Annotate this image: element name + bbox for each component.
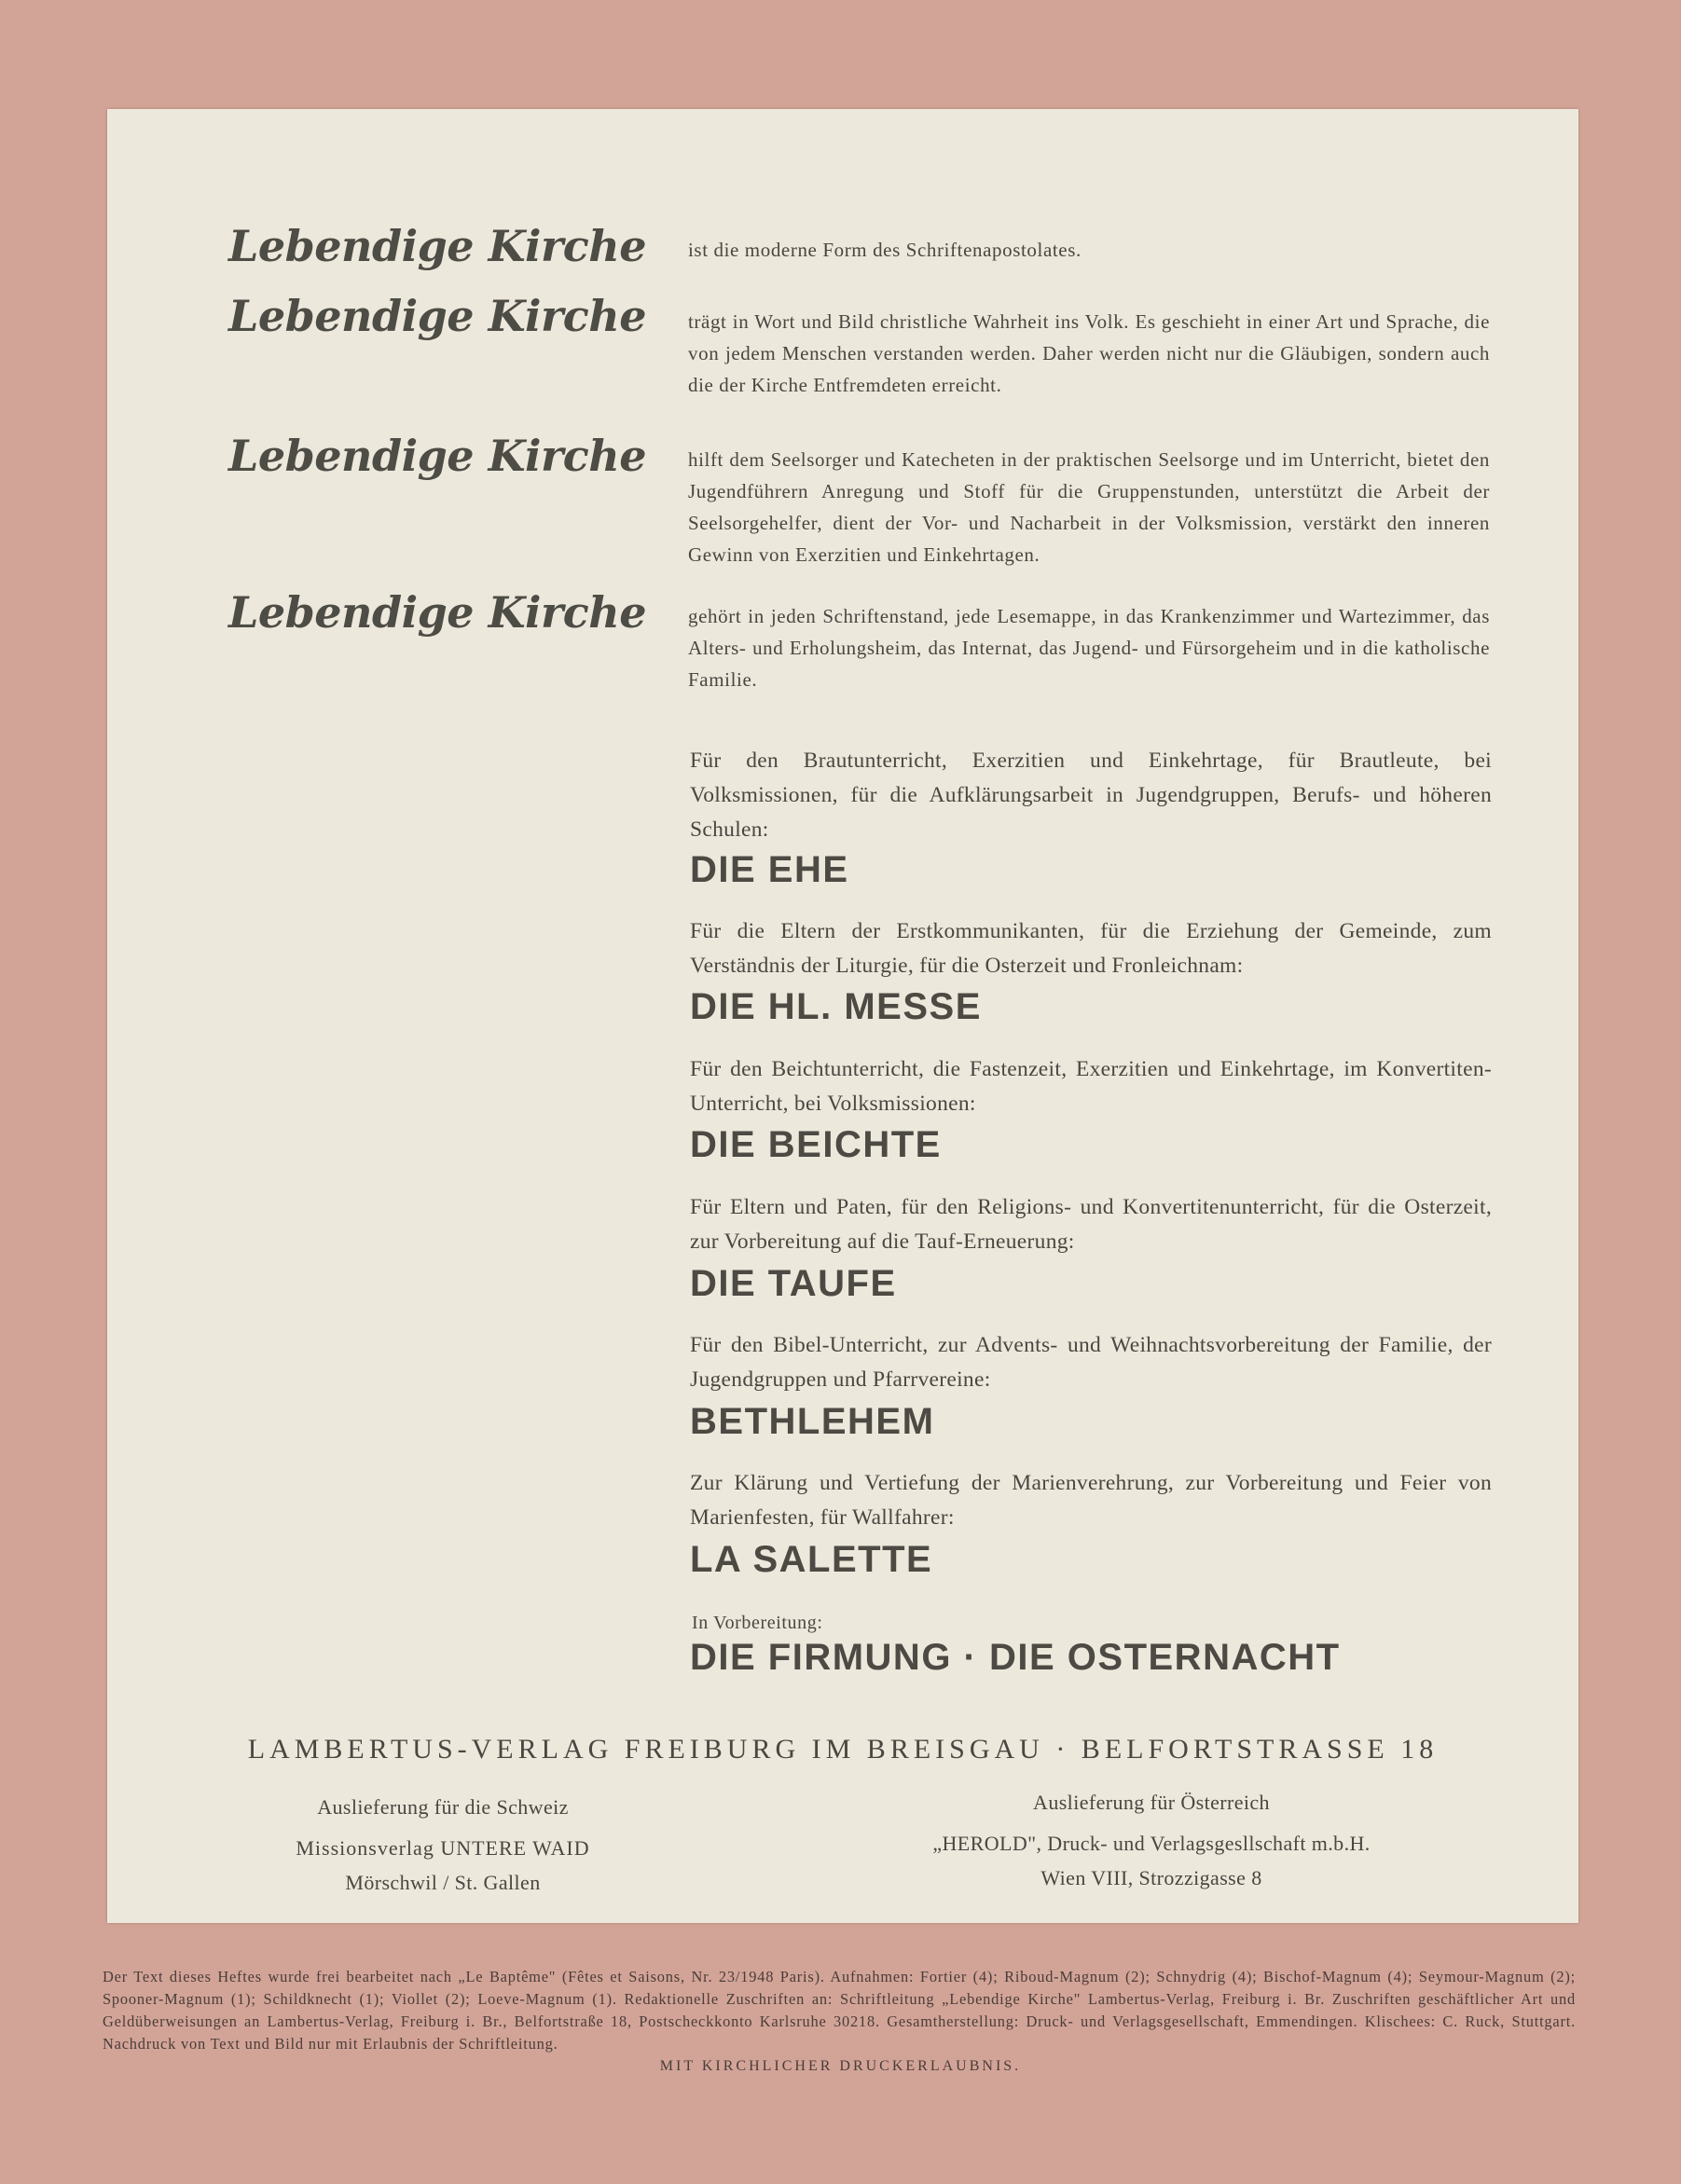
distribution-company: Missionsverlag UNTERE WAID	[296, 1836, 590, 1860]
footer-credits: Der Text dieses Heftes wurde frei bearbeitet nach „Le Baptême" (Fêtes et Saisons, Nr. 23/1948 Paris). Aufnahmen: Fortier (4); Riboud-Magnum (2); Schnydrig (4); Bischof-Magnum (4); Seymour-Magnum (2); Spooner-Magnum (1); Schildknecht (1); Viollet (2); Loeve-Magnum (1). Redaktionelle Zuschriften an: Schriftleitung „Lebendige Kirche" Lambertus-Verlag, Freiburg i. Br. Zuschriften geschäftlicher Art und Geldüberweisungen an Lambertus-Verlag, Freiburg i. Br., Belfortstraße 18, Postscheckkonto Karlsruhe 30218. Gesamtherstellung: Druck- und Verlagsgesellschaft, Emmendingen. Klischees: C. Ruck, Stuttgart. Nachdruck von Text und Bild nur mit Erlaubnis der Schriftleitung.	[103, 1968, 1576, 2053]
issue-description: Für den Brautunterricht, Exerzitien und Einkehrtage, für Brautleute, bei Volksmissionen, für die Aufklärungsarbeit in Jugendgruppen, Berufs- und höheren Schulen:	[690, 749, 1492, 842]
brand-title: Lebendige Kirche	[228, 431, 646, 481]
distribution-company: „HEROLD", Druck- und Verlagsgesllschaft m.b.H.	[932, 1832, 1371, 1855]
issue-description: Für Eltern und Paten, für den Religions- und Konvertitenunterricht, für die Osterzeit, zur Vorbereitung auf die Tauf-Erneuerung:	[690, 1195, 1492, 1254]
in-preparation-label: In Vorbereitung:	[692, 1613, 823, 1633]
intro-paragraph: gehört in jeden Schriftenstand, jede Lesemappe, in das Krankenzimmer und Wartezimmer, das Alters- und Erholungsheim, das Internat, das Jugend- und Fürsorgeheim und in die katholische Familie.	[688, 605, 1490, 691]
issue-title: DIE BEICHTE	[690, 1124, 942, 1165]
issue-title: DIE HL. MESSE	[690, 986, 982, 1027]
distribution-switzerland	[182, 1787, 704, 1897]
issue-description: Für die Eltern der Erstkommunikanten, für die Erziehung der Gemeinde, zum Verständnis der Liturgie, für die Osterzeit und Fronleichnam:	[690, 919, 1492, 978]
printing-approval: MIT KIRCHLICHER DRUCKERLAUBNIS.	[659, 2058, 1022, 2074]
issue-title: LA SALETTE	[690, 1539, 933, 1580]
distribution-address: Wien VIII, Strozzigasse 8	[1040, 1866, 1262, 1889]
issue-title: DIE TAUFE	[690, 1263, 897, 1304]
issue-description: Für den Bibel-Unterricht, zur Advents- und Weihnachtsvorbereitung der Familie, der Jugendgruppen und Pfarrvereine:	[690, 1333, 1492, 1392]
distribution-address: Mörschwil / St. Gallen	[345, 1871, 541, 1894]
in-preparation-title: DIE FIRMUNG · DIE OSTERNACHT	[690, 1637, 1341, 1678]
issue-description: Zur Klärung und Vertiefung der Marienverehrung, zur Vorbereitung und Feier von Marienfesten, für Wallfahrer:	[690, 1471, 1492, 1530]
issue-title: DIE EHE	[690, 849, 849, 890]
distribution-heading: Auslieferung für Österreich	[1033, 1791, 1270, 1814]
distribution-austria	[890, 1782, 1412, 1892]
issue-title: BETHLEHEM	[690, 1401, 935, 1442]
intro-paragraph: ist die moderne Form des Schriftenapostolates.	[688, 239, 1082, 261]
publisher-line: LAMBERTUS-VERLAG FREIBURG IM BREISGAU · BELFORTSTRASSE 18	[247, 1734, 1439, 1765]
distribution-heading: Auslieferung für die Schweiz	[317, 1795, 569, 1819]
brand-title: Lebendige Kirche	[228, 291, 646, 341]
brand-title: Lebendige Kirche	[228, 221, 646, 271]
intro-paragraph: trägt in Wort und Bild christliche Wahrheit ins Volk. Es geschieht in einer Art und Sprache, die von jedem Menschen verstanden werden. Daher werden nicht nur die Gläubigen, sondern auch die der Kirche Entfremdeten erreicht.	[688, 310, 1490, 396]
intro-paragraph: hilft dem Seelsorger und Katecheten in der praktischen Seelsorge und im Unterricht, bietet den Jugendführern Anregung und Stoff für die Gruppenstunden, unterstützt die Arbeit der Seelsorgehelfer, dient der Vor- und Nacharbeit in der Volksmission, verstärkt den inneren Gewinn von Exerzitien und Einkehrtagen.	[688, 448, 1490, 566]
flyer-sheet	[107, 109, 1578, 1923]
issue-description: Für den Beichtunterricht, die Fastenzeit, Exerzitien und Einkehrtage, im Konvertiten-Unterricht, bei Volksmissionen:	[690, 1057, 1492, 1116]
brand-title: Lebendige Kirche	[228, 587, 646, 638]
